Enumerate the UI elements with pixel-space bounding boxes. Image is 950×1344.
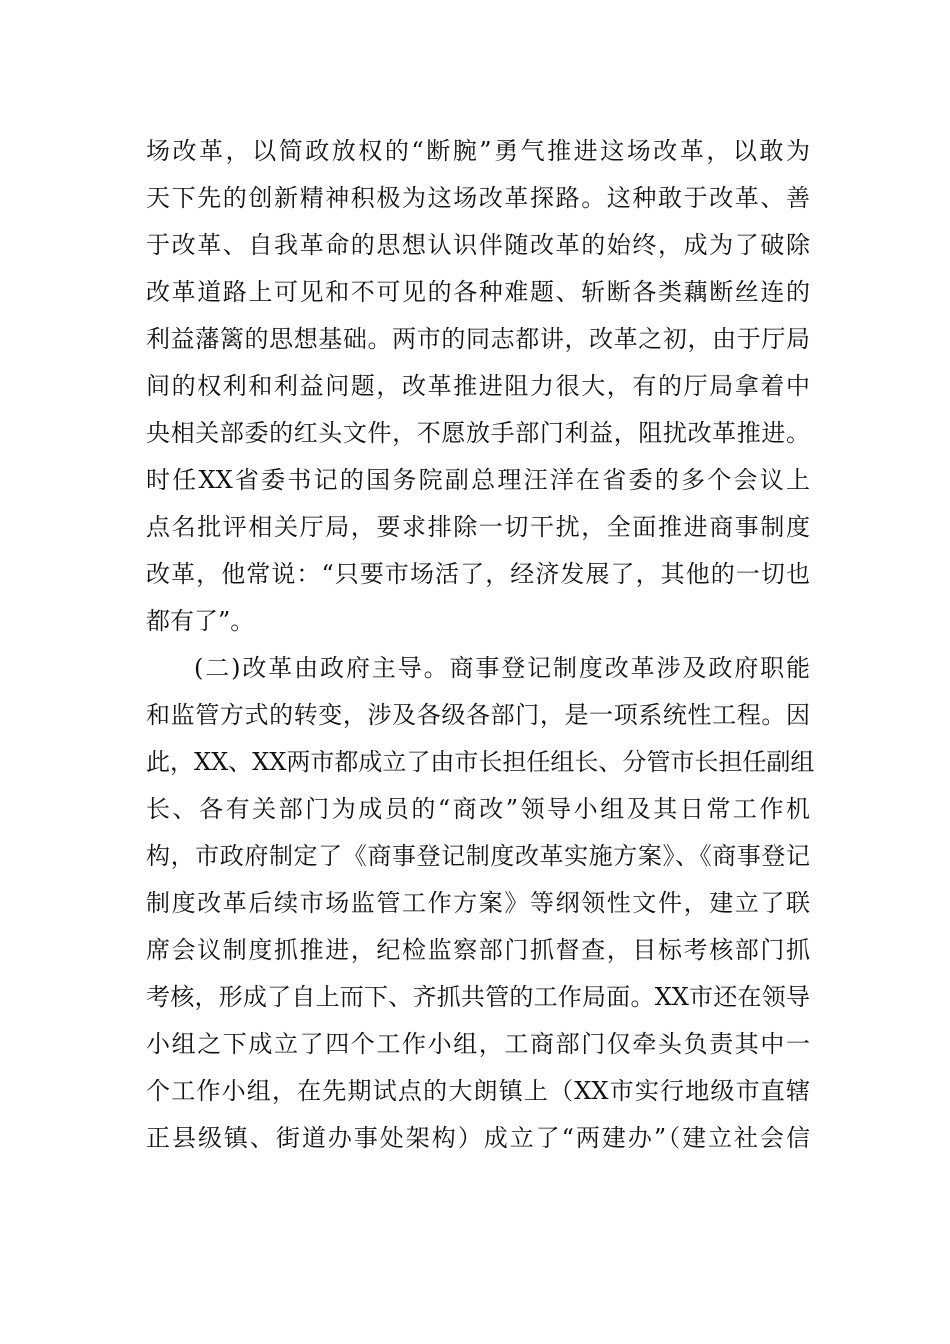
paragraph-2-line-1: (二)改革由政府主导。商事登记制度改革涉及政府职能 [194, 654, 810, 682]
paragraph-1-line-3: 于改革、自我革命的思想认识伴随改革的始终，成为了破除 [146, 231, 810, 259]
paragraph-1-line-1: 场改革，以简政放权的“断腕”勇气推进这场改革，以敢为 [146, 137, 810, 165]
paragraph-1-line-5: 利益藩篱的思想基础。两市的同志都讲，改革之初，由于厅局 [146, 325, 810, 353]
document-body [146, 128, 815, 1162]
paragraph-2-line-5: 构，市政府制定了《商事登记制度改革实施方案》、《商事登记 [146, 842, 810, 870]
paragraph-2-line-11: 正县级镇、街道办事处架构）成立了“两建办”（建立社会信 [146, 1124, 810, 1152]
paragraph-1-line-6: 间的权利和利益问题，改革推进阻力很大，有的厅局拿着中 [146, 372, 810, 400]
paragraph-2-line-7: 席会议制度抓推进，纪检监察部门抓督查，目标考核部门抓 [146, 936, 810, 964]
paragraph-2-line-3: 此，XX、XX两市都成立了由市长担任组长、分管市长担任副组 [146, 748, 815, 776]
paragraph-1-line-11: 都有了”。 [146, 607, 255, 635]
paragraph-1-line-8: 时任XX省委书记的国务院副总理汪洋在省委的多个会议上 [146, 466, 810, 494]
paragraph-2-line-4: 长、各有关部门为成员的“商改”领导小组及其日常工作机 [146, 795, 810, 823]
paragraph-2-line-6: 制度改革后续市场监管工作方案》等纲领性文件，建立了联 [146, 889, 810, 917]
paragraph-2-line-2: 和监管方式的转变，涉及各级各部门，是一项系统性工程。因 [146, 701, 810, 729]
paragraph-2-line-10: 个工作小组，在先期试点的大朗镇上（XX市实行地级市直辖 [146, 1077, 810, 1105]
paragraph-1-line-4: 改革道路上可见和不可见的各种难题、斩断各类藕断丝连的 [146, 278, 810, 306]
paragraph-1-line-7: 央相关部委的红头文件，不愿放手部门利益，阻扰改革推进。 [146, 419, 810, 447]
paragraph-1-line-9: 点名批评相关厅局，要求排除一切干扰，全面推进商事制度 [146, 513, 810, 541]
paragraph-2-line-9: 小组之下成立了四个工作小组，工商部门仅牵头负责其中一 [146, 1030, 810, 1058]
paragraph-1-line-2: 天下先的创新精神积极为这场改革探路。这种敢于改革、善 [146, 184, 810, 212]
paragraph-2-line-8: 考核，形成了自上而下、齐抓共管的工作局面。XX市还在领导 [146, 983, 810, 1011]
paragraph-1-line-10: 改革，他常说：“只要市场活了，经济发展了，其他的一切也 [146, 560, 810, 588]
